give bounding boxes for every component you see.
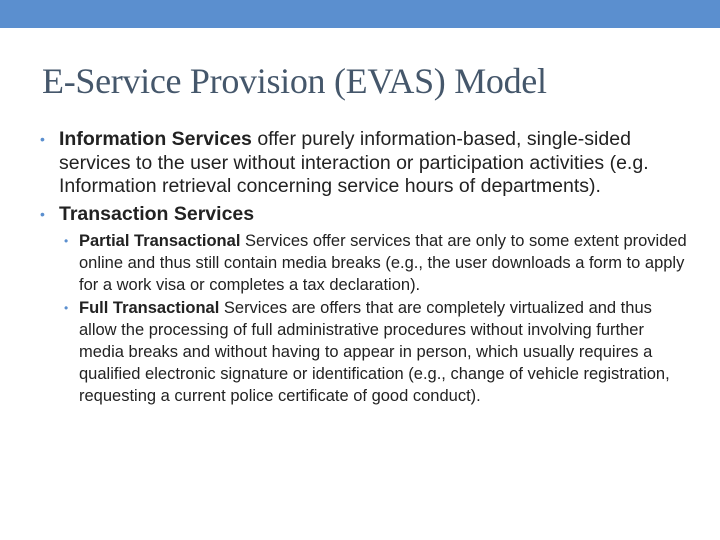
sub-bullet-partial-transactional: [59, 231, 690, 296]
bullet-icon: •: [40, 205, 45, 222]
sub-bullet-full-transactional: [59, 298, 690, 407]
slide-title: E-Service Provision (EVAS) Model: [42, 61, 547, 101]
bullet-list: [40, 128, 690, 407]
bullet-information-services: [40, 128, 690, 199]
sub-bullet-heading: Full Transactional: [79, 299, 220, 318]
sub-bullet-list: [59, 231, 690, 407]
sub-bullet-heading: Partial Transactional: [79, 232, 241, 250]
bullet-text: offer purely information-based, single-sided services to the user without interaction or participation activities (e.g. Information retrieval concerning service hours of departments).: [59, 128, 649, 197]
bullet-icon: •: [40, 131, 45, 147]
sub-bullet-icon: •: [64, 234, 69, 248]
bullet-transaction-services: [40, 203, 690, 408]
bullet-heading: Transaction Services: [59, 202, 255, 225]
sub-bullet-text: Services are offers that are completely virtualized and thus allow the processing of full administrative procedures without involving further media breaks and without having to appear in person, which usually requires a qualified electronic signature or identification (e.g., change of vehicle registration, requesting a current police certificate of good conduct).: [79, 299, 670, 405]
sub-bullet-text: Services offer services that are only to some extent provided online and thus still contain media breaks (e.g., the user downloads a form to apply for a work visa or completes a tax declaration).: [79, 232, 687, 294]
sub-bullet-icon: •: [64, 301, 69, 316]
bullet-heading: Information Services: [59, 128, 252, 150]
top-accent-bar: [0, 0, 720, 28]
slide-content: [40, 128, 690, 411]
